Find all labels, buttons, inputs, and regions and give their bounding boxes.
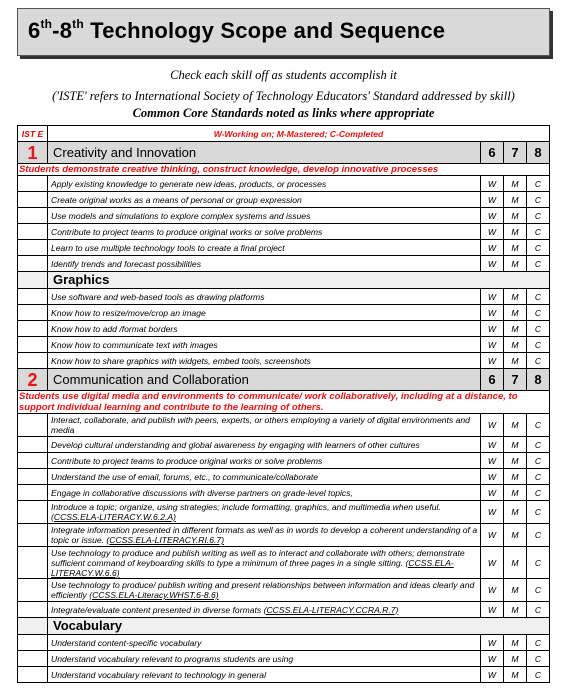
grade-7-mark-m[interactable]: M: [503, 337, 526, 353]
common-core-link[interactable]: (CCSS.ELA-LITERACY.W.6.2.A): [51, 512, 176, 522]
grade-8-mark-c[interactable]: C: [526, 337, 549, 353]
grade-7-mark-m[interactable]: M: [503, 579, 526, 602]
grade-6-mark-w[interactable]: W: [480, 289, 503, 305]
skill-row: [18, 192, 550, 208]
grade-8-header: 8: [526, 142, 549, 164]
intro-instruction: Check each skill off as students accomplish it: [170, 68, 397, 82]
iste-cell: [18, 224, 48, 240]
grade-6-mark-w[interactable]: W: [480, 240, 503, 256]
iste-cell: [18, 321, 48, 337]
grade-8-mark-c[interactable]: C: [526, 635, 549, 651]
skill-row: [18, 453, 550, 469]
title-bar: [17, 8, 550, 56]
iste-cell: [18, 635, 48, 651]
iste-cell: [18, 501, 48, 524]
intro-iste-note: ('ISTE' refers to International Society of Technology Educators' Standard addressed by skill): [52, 89, 515, 103]
grade-7-header: 7: [503, 142, 526, 164]
grade-8-mark-c[interactable]: C: [526, 651, 549, 667]
grade-6-mark-w[interactable]: W: [480, 305, 503, 321]
grade-6-mark-w[interactable]: W: [480, 453, 503, 469]
grade-8-mark-c[interactable]: C: [526, 485, 549, 501]
grade-8-header: 8: [526, 369, 549, 391]
iste-cell: [18, 437, 48, 453]
iste-cell: [18, 524, 48, 547]
section-description-row: [18, 391, 550, 414]
iste-cell: [18, 469, 48, 485]
intro-common-core-note: Common Core Standards noted as links where appropriate: [132, 106, 435, 120]
skill-text: Integrate/evaluate content presented in diverse formats (CCSS.ELA-LITERACY.CCRA.R.7): [48, 602, 481, 618]
scope-table: [17, 125, 550, 683]
iste-cell: [18, 176, 48, 192]
skill-row: [18, 256, 550, 272]
skill-text: Know how to resize/move/crop an image: [48, 305, 481, 321]
grade-6-mark-w[interactable]: W: [480, 501, 503, 524]
grade-8-mark-c[interactable]: C: [526, 453, 549, 469]
grade-7-mark-m[interactable]: M: [503, 453, 526, 469]
grade-7-mark-m[interactable]: M: [503, 321, 526, 337]
skill-row: [18, 579, 550, 602]
skill-text: Use technology to produce and publish writing as well as to interact and collaborate with others; demonstrate sufficient command of keyboarding skills to type a minimum of three pages in a single sitting. (CCSS.ELA-LITERACY.W.6.6): [48, 547, 481, 579]
skill-text: Interact, collaborate, and publish with peers, experts, or others employing a variety of digital environments and media: [48, 414, 481, 437]
grade-8-mark-c[interactable]: C: [526, 192, 549, 208]
skill-text: Understand the use of email, forums, etc., to communicate/collaborate: [48, 469, 481, 485]
section-name: Communication and Collaboration: [48, 369, 481, 391]
skill-text: Know how to communicate text with images: [48, 337, 481, 353]
grade-7-mark-m[interactable]: M: [503, 485, 526, 501]
skill-row: [18, 501, 550, 524]
grade-8-mark-c[interactable]: C: [526, 256, 549, 272]
grade-8-mark-c[interactable]: C: [526, 579, 549, 602]
grade-6-mark-w[interactable]: W: [480, 579, 503, 602]
subsection-name: Graphics: [48, 272, 550, 289]
grade-7-mark-m[interactable]: M: [503, 208, 526, 224]
grade-6-mark-w[interactable]: W: [480, 192, 503, 208]
skill-row: [18, 337, 550, 353]
skill-row: [18, 667, 550, 683]
grade-7-mark-m[interactable]: M: [503, 635, 526, 651]
grade-7-mark-m[interactable]: M: [503, 469, 526, 485]
grade-7-mark-m[interactable]: M: [503, 256, 526, 272]
skill-row: [18, 240, 550, 256]
subsection-header: [18, 272, 550, 289]
grade-7-mark-m[interactable]: M: [503, 289, 526, 305]
grade-6-mark-w[interactable]: W: [480, 524, 503, 547]
grade-6-mark-w[interactable]: W: [480, 176, 503, 192]
grade-8-mark-c[interactable]: C: [526, 667, 549, 683]
skill-row: [18, 305, 550, 321]
iste-cell: [18, 453, 48, 469]
skill-row: [18, 224, 550, 240]
grade-6-mark-w[interactable]: W: [480, 321, 503, 337]
skill-text: Know how to add /format borders: [48, 321, 481, 337]
grade-7-mark-m[interactable]: M: [503, 667, 526, 683]
iste-cell: [18, 272, 48, 289]
grade-7-mark-m[interactable]: M: [503, 437, 526, 453]
grade-7-mark-m[interactable]: M: [503, 224, 526, 240]
grade-6-header: 6: [480, 369, 503, 391]
grade-8-mark-c[interactable]: C: [526, 501, 549, 524]
section-header: [18, 369, 550, 391]
skill-text: Contribute to project teams to produce original works or solve problems: [48, 224, 481, 240]
iste-cell: [18, 547, 48, 579]
iste-cell: [18, 667, 48, 683]
iste-cell: [18, 651, 48, 667]
iste-cell: [18, 618, 48, 635]
legend-row: [18, 126, 550, 142]
common-core-link[interactable]: (CCSS.ELA-LITERACY.W.6.6): [51, 557, 454, 578]
iste-cell: [18, 208, 48, 224]
iste-cell: [18, 353, 48, 369]
common-core-link[interactable]: (CCSS.ELA-LITERACY.CCRA.R.7): [263, 604, 399, 615]
iste-cell: [18, 240, 48, 256]
grade-7-mark-m[interactable]: M: [503, 353, 526, 369]
grade-6-mark-w[interactable]: W: [480, 469, 503, 485]
grade-6-mark-w[interactable]: W: [480, 667, 503, 683]
grade-6-mark-w[interactable]: W: [480, 256, 503, 272]
grade-8-mark-c[interactable]: C: [526, 437, 549, 453]
grade-6-mark-w[interactable]: W: [480, 651, 503, 667]
skill-row: [18, 437, 550, 453]
skill-row: [18, 524, 550, 547]
grade-7-mark-m[interactable]: M: [503, 524, 526, 547]
grade-8-mark-c[interactable]: C: [526, 321, 549, 337]
section-description: Students use digital media and environments to communicate/ work collaboratively, including at a distance, to support individual learning and contribute to the learning of others.: [18, 391, 550, 414]
grade-6-header: 6: [480, 142, 503, 164]
iste-cell: [18, 579, 48, 602]
grade-6-mark-w[interactable]: W: [480, 485, 503, 501]
skill-row: [18, 485, 550, 501]
grade-7-mark-m[interactable]: M: [503, 547, 526, 579]
iste-header: IST E: [18, 126, 48, 142]
skill-text: Integrate information presented in different formats as well as in words to develop a coherent understanding of a topic or issue. (CCSS.ELA-LITERACY.RI.6.7): [48, 524, 481, 547]
skill-text: Understand vocabulary relevant to technology in general: [48, 667, 481, 683]
iste-cell: [18, 337, 48, 353]
skill-text: Use software and web-based tools as drawing platforms: [48, 289, 481, 305]
skill-row: [18, 635, 550, 651]
section-header: [18, 142, 550, 164]
skill-row: [18, 547, 550, 579]
page-title: 6th-8th Technology Scope and Sequence: [28, 16, 446, 43]
grade-8-mark-c[interactable]: C: [526, 353, 549, 369]
grade-7-mark-m[interactable]: M: [503, 414, 526, 437]
grade-8-mark-c[interactable]: C: [526, 176, 549, 192]
grade-7-mark-m[interactable]: M: [503, 176, 526, 192]
grade-6-mark-w[interactable]: W: [480, 602, 503, 618]
iste-cell: [18, 414, 48, 437]
skill-text: Learn to use multiple technology tools to create a final project: [48, 240, 481, 256]
skill-text: Understand content-specific vocabulary: [48, 635, 481, 651]
grade-7-mark-m[interactable]: M: [503, 192, 526, 208]
skill-text: Know how to share graphics with widgets, embed tools, screenshots: [48, 353, 481, 369]
skill-row: [18, 353, 550, 369]
grade-6-mark-w[interactable]: W: [480, 353, 503, 369]
grade-8-mark-c[interactable]: C: [526, 414, 549, 437]
grade-8-mark-c[interactable]: C: [526, 240, 549, 256]
skill-text: Contribute to project teams to produce original works or solve problems: [48, 453, 481, 469]
grade-7-mark-m[interactable]: M: [503, 305, 526, 321]
section-number: 1: [18, 142, 48, 164]
section-description-row: [18, 164, 550, 176]
grade-7-header: 7: [503, 369, 526, 391]
skill-text: Identify trends and forecast possibilities: [48, 256, 481, 272]
skill-text: Engage in collaborative discussions with diverse partners on grade-level topics,: [48, 485, 481, 501]
grade-8-mark-c[interactable]: C: [526, 208, 549, 224]
grade-8-mark-c[interactable]: C: [526, 289, 549, 305]
skill-row: [18, 414, 550, 437]
grade-6-mark-w[interactable]: W: [480, 635, 503, 651]
section-name: Creativity and Innovation: [48, 142, 481, 164]
grade-6-mark-w[interactable]: W: [480, 337, 503, 353]
skill-row: [18, 469, 550, 485]
grading-legend: W-Working on; M-Mastered; C-Completed: [48, 126, 550, 142]
grade-6-mark-w[interactable]: W: [480, 414, 503, 437]
grade-7-mark-m[interactable]: M: [503, 602, 526, 618]
skill-row: [18, 651, 550, 667]
iste-cell: [18, 192, 48, 208]
iste-cell: [18, 289, 48, 305]
section-description: Students demonstrate creative thinking, construct knowledge, develop innovative processes: [18, 164, 550, 176]
grade-6-mark-w[interactable]: W: [480, 224, 503, 240]
grade-6-mark-w[interactable]: W: [480, 437, 503, 453]
grade-8-mark-c[interactable]: C: [526, 602, 549, 618]
subsection-header: [18, 618, 550, 635]
grade-8-mark-c[interactable]: C: [526, 224, 549, 240]
skill-text: Use models and simulations to explore complex systems and issues: [48, 208, 481, 224]
skill-row: [18, 176, 550, 192]
skill-row: [18, 208, 550, 224]
skill-row: [18, 289, 550, 305]
skill-text: Apply existing knowledge to generate new ideas, products, or processes: [48, 176, 481, 192]
skill-text: Develop cultural understanding and global awareness by engaging with learners of other cultures: [48, 437, 481, 453]
skill-text: Create original works as a means of personal or group expression: [48, 192, 481, 208]
grade-7-mark-m[interactable]: M: [503, 501, 526, 524]
iste-cell: [18, 305, 48, 321]
skill-text: Understand vocabulary relevant to programs students are using: [48, 651, 481, 667]
grade-8-mark-c[interactable]: C: [526, 524, 549, 547]
grade-8-mark-c[interactable]: C: [526, 305, 549, 321]
iste-cell: [18, 485, 48, 501]
grade-6-mark-w[interactable]: W: [480, 547, 503, 579]
iste-cell: [18, 256, 48, 272]
grade-8-mark-c[interactable]: C: [526, 469, 549, 485]
grade-8-mark-c[interactable]: C: [526, 547, 549, 579]
common-core-link[interactable]: (CCSS.ELA-Literacy.WHST.6-8.6): [89, 590, 219, 600]
subsection-name: Vocabulary: [48, 618, 550, 635]
skill-row: [18, 321, 550, 337]
skill-text: Use technology to produce/ publish writing and present relationships between information and ideas clearly and efficiently (CCSS.ELA-Literacy.WHST.6-8.6): [48, 579, 481, 602]
grade-6-mark-w[interactable]: W: [480, 208, 503, 224]
section-number: 2: [18, 369, 48, 391]
skill-text: Introduce a topic; organize, using strategies; include formatting, graphics, and multimedia when useful. (CCSS.ELA-LITERACY.W.6.2.A): [48, 501, 481, 524]
common-core-link[interactable]: (CCSS.ELA-LITERACY.RI.6.7): [106, 535, 225, 545]
grade-7-mark-m[interactable]: M: [503, 240, 526, 256]
grade-7-mark-m[interactable]: M: [503, 651, 526, 667]
iste-cell: [18, 602, 48, 618]
skill-row: [18, 602, 550, 618]
